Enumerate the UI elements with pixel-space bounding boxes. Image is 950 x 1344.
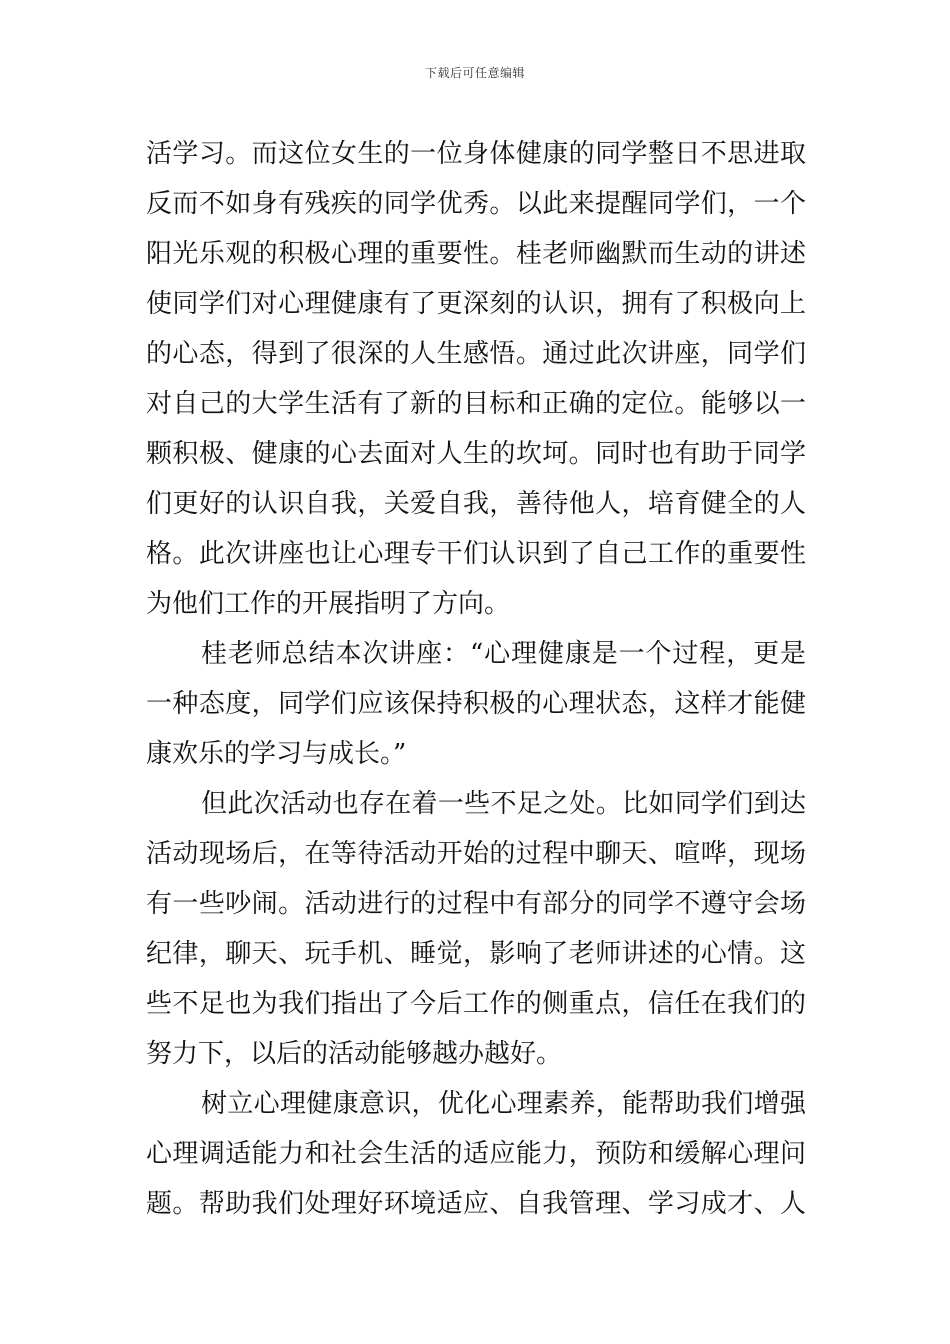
text-line: 心理调适能力和社会生活的适应能力，预防和缓解心理问 [146, 1139, 806, 1169]
text-line: 康欢乐的学习与成长。” [146, 739, 407, 769]
text-line: 题。帮助我们处理好环境适应、自我管理、学习成才、人 [146, 1189, 806, 1219]
text-line: 的心态，得到了很深的人生感悟。通过此次讲座，同学们 [146, 339, 806, 369]
text-line: 些不足也为我们指出了今后工作的侧重点，信任在我们的 [146, 989, 806, 1019]
body-text [146, 129, 806, 1229]
text-line: 对自己的大学生活有了新的目标和正确的定位。能够以一 [146, 389, 806, 419]
text-line: 颗积极、健康的心去面对人生的坎坷。同时也有助于同学 [146, 439, 806, 469]
header-note: 下载后可任意编辑 [424, 66, 525, 80]
text-line: 反而不如身有残疾的同学优秀。以此来提醒同学们，一个 [146, 189, 806, 219]
text-line: 有一些吵闹。活动进行的过程中有部分的同学不遵守会场 [146, 889, 806, 919]
text-line: 活动现场后，在等待活动开始的过程中聊天、喧哗，现场 [146, 839, 806, 869]
text-line: 努力下，以后的活动能够越办越好。 [146, 1039, 563, 1069]
paragraph-first-line: 但此次活动也存在着一些不足之处。比如同学们到达 [201, 789, 806, 819]
text-line: 阳光乐观的积极心理的重要性。桂老师幽默而生动的讲述 [146, 239, 806, 269]
text-line: 为他们工作的开展指明了方向。 [146, 589, 511, 619]
text-line: 纪律，聊天、玩手机、睡觉，影响了老师讲述的心情。这 [146, 939, 806, 969]
text-line: 们更好的认识自我，关爱自我，善待他人，培育健全的人 [146, 489, 806, 519]
text-line: 使同学们对心理健康有了更深刻的认识，拥有了积极向上 [146, 289, 806, 319]
text-line: 活学习。而这位女生的一位身体健康的同学整日不思进取 [146, 139, 806, 169]
text-line: 格。此次讲座也让心理专干们认识到了自己工作的重要性 [146, 539, 806, 569]
text-line: 一种态度，同学们应该保持积极的心理状态，这样才能健 [146, 689, 806, 719]
paragraph-first-line: 桂老师总结本次讲座：“心理健康是一个过程，更是 [201, 639, 806, 669]
paragraph-first-line: 树立心理健康意识，优化心理素养，能帮助我们增强 [201, 1089, 806, 1119]
